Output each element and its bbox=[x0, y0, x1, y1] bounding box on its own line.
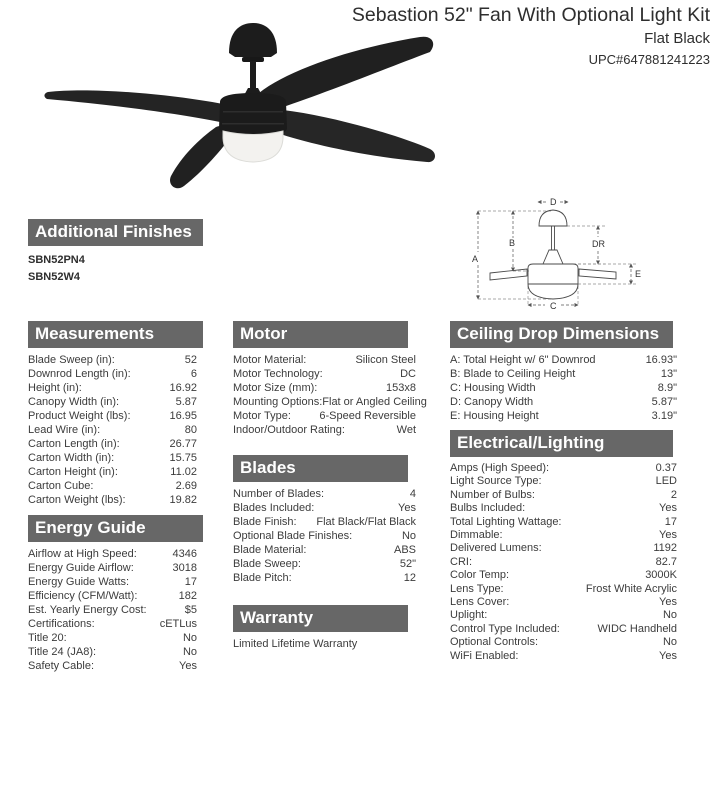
spec-value: Flat Black/Flat Black bbox=[316, 516, 416, 528]
spec-row bbox=[450, 569, 680, 582]
spec-value: 1192 bbox=[653, 542, 677, 555]
spec-label: Safety Cable: bbox=[28, 660, 95, 672]
spec-value: 80 bbox=[184, 424, 197, 436]
section-electrical-lighting bbox=[450, 430, 680, 663]
spec-label: Motor Technology: bbox=[233, 368, 323, 380]
section-energy-guide bbox=[28, 515, 200, 673]
spec-value: DC bbox=[400, 368, 416, 380]
spec-value: cETLus bbox=[159, 618, 197, 630]
spec-label: Bulbs Included: bbox=[450, 502, 526, 515]
section-additional-finishes bbox=[28, 219, 200, 286]
spec-row bbox=[28, 645, 200, 659]
spec-value: Yes bbox=[398, 502, 416, 514]
spec-value: No bbox=[182, 632, 197, 644]
spec-value: 153x8 bbox=[386, 382, 416, 394]
spec-label: Delivered Lumens: bbox=[450, 542, 542, 555]
spec-label: Blade Sweep (in): bbox=[28, 354, 115, 366]
blades-table bbox=[233, 487, 419, 585]
finish-item: SBN52W4 bbox=[28, 271, 80, 283]
spec-label: Lens Type: bbox=[450, 582, 504, 595]
fan-blade-left bbox=[44, 90, 225, 123]
spec-value: Wet bbox=[396, 424, 416, 436]
spec-row bbox=[450, 353, 680, 367]
spec-label: C: Housing Width bbox=[450, 382, 536, 394]
spec-label: Motor Type: bbox=[233, 410, 291, 422]
spec-label: Control Type Included: bbox=[450, 622, 560, 635]
spec-label: Carton Width (in): bbox=[28, 452, 115, 464]
spec-value: WIDC Handheld bbox=[597, 622, 677, 635]
spec-row bbox=[233, 423, 419, 437]
spec-row bbox=[28, 423, 200, 437]
spec-value: 6 bbox=[190, 368, 197, 380]
ceiling-drop-table bbox=[450, 353, 680, 423]
spec-value: No bbox=[662, 609, 677, 622]
spec-row bbox=[28, 603, 200, 617]
spec-value: 16.95 bbox=[169, 410, 197, 422]
spec-row bbox=[450, 583, 680, 596]
spec-row bbox=[28, 353, 200, 367]
spec-value: 82.7 bbox=[655, 555, 677, 568]
spec-row bbox=[28, 465, 200, 479]
spec-row bbox=[28, 381, 200, 395]
spec-value: 13" bbox=[660, 368, 677, 380]
spec-value: Flat or Angled Ceiling bbox=[322, 396, 427, 408]
spec-value: 3018 bbox=[172, 562, 197, 574]
spec-row bbox=[233, 515, 419, 529]
spec-value: 3000K bbox=[645, 569, 677, 582]
section-warranty bbox=[233, 605, 419, 650]
spec-row bbox=[28, 437, 200, 451]
spec-row bbox=[28, 409, 200, 423]
spec-row bbox=[450, 395, 680, 409]
spec-row bbox=[233, 367, 419, 381]
spec-row bbox=[28, 493, 200, 507]
spec-label: Est. Yearly Energy Cost: bbox=[28, 604, 147, 616]
section-header-motor: Motor bbox=[233, 321, 408, 348]
spec-label: Number of Bulbs: bbox=[450, 488, 535, 501]
spec-value: 26.77 bbox=[169, 438, 197, 450]
finish-item-list bbox=[28, 252, 200, 286]
spec-label: Blade Finish: bbox=[233, 516, 297, 528]
spec-value: No bbox=[401, 530, 416, 542]
fan-canopy bbox=[229, 23, 277, 57]
spec-row bbox=[450, 489, 680, 502]
spec-value: 19.82 bbox=[169, 494, 197, 506]
spec-label: E: Housing Height bbox=[450, 410, 539, 422]
diagram-label-e: E bbox=[635, 269, 642, 279]
spec-value: 11.02 bbox=[170, 466, 197, 478]
spec-label: Total Lighting Wattage: bbox=[450, 515, 562, 528]
spec-value: Yes bbox=[659, 502, 677, 515]
spec-label: Efficiency (CFM/Watt): bbox=[28, 590, 138, 602]
spec-row bbox=[28, 617, 200, 631]
diagram-label-b: B bbox=[509, 238, 516, 248]
diagram-label-a: A bbox=[472, 254, 479, 264]
spec-label: Amps (High Speed): bbox=[450, 462, 550, 474]
spec-row bbox=[233, 529, 419, 543]
spec-row bbox=[233, 487, 419, 501]
section-header-warranty: Warranty bbox=[233, 605, 408, 632]
spec-label: Indoor/Outdoor Rating: bbox=[233, 424, 345, 436]
spec-label: Optional Controls: bbox=[450, 636, 539, 649]
spec-row bbox=[233, 353, 419, 367]
spec-label: Title 24 (JA8): bbox=[28, 646, 97, 658]
spec-row bbox=[450, 381, 680, 395]
spec-label: WiFi Enabled: bbox=[450, 649, 519, 662]
spec-label: Number of Blades: bbox=[233, 488, 325, 500]
spec-label: Optional Blade Finishes: bbox=[233, 530, 353, 542]
spec-label: Blade Sweep: bbox=[233, 558, 301, 570]
spec-value: 5.87 bbox=[175, 396, 197, 408]
product-upc: UPC#647881241223 bbox=[588, 52, 710, 67]
spec-value: 4346 bbox=[172, 548, 197, 560]
spec-label: Carton Weight (lbs): bbox=[28, 494, 126, 506]
spec-row bbox=[28, 561, 200, 575]
spec-value: 16.93" bbox=[645, 354, 677, 366]
spec-value: 2 bbox=[670, 488, 677, 501]
spec-label: Title 20: bbox=[28, 632, 67, 644]
spec-row bbox=[28, 575, 200, 589]
section-motor bbox=[233, 321, 427, 437]
spec-value: No bbox=[662, 636, 677, 649]
spec-label: CRI: bbox=[450, 555, 472, 568]
spec-label: Motor Material: bbox=[233, 354, 307, 366]
diagram-label-dr: DR bbox=[592, 239, 605, 249]
section-header-additional-finishes: Additional Finishes bbox=[28, 219, 203, 246]
spec-row bbox=[450, 475, 680, 488]
spec-value: Yes bbox=[179, 660, 197, 672]
spec-label: Mounting Options: bbox=[233, 396, 323, 408]
motor-table bbox=[233, 353, 427, 437]
spec-value: 16.92 bbox=[169, 382, 197, 394]
spec-row bbox=[28, 589, 200, 603]
spec-value: 182 bbox=[178, 590, 197, 602]
spec-value: 8.9" bbox=[657, 382, 677, 394]
spec-row bbox=[450, 462, 680, 475]
spec-row bbox=[233, 557, 419, 571]
spec-value: No bbox=[182, 646, 197, 658]
spec-label: D: Canopy Width bbox=[450, 396, 534, 408]
spec-label: Lead Wire (in): bbox=[28, 424, 101, 436]
spec-row bbox=[28, 395, 200, 409]
spec-row bbox=[450, 596, 680, 609]
spec-value: $5 bbox=[184, 604, 197, 616]
spec-row bbox=[450, 516, 680, 529]
electrical-table bbox=[450, 462, 680, 663]
fan-product-photo bbox=[20, 8, 440, 200]
spec-label: Color Temp: bbox=[450, 569, 510, 582]
spec-value: 12 bbox=[403, 572, 416, 584]
section-header-electrical-lighting: Electrical/Lighting bbox=[450, 430, 673, 457]
spec-row bbox=[450, 609, 680, 622]
spec-value: Frost White Acrylic bbox=[585, 582, 677, 595]
diagram-label-c: C bbox=[550, 301, 557, 311]
spec-value: 17 bbox=[184, 576, 197, 588]
spec-row bbox=[450, 636, 680, 649]
spec-value: Silicon Steel bbox=[355, 354, 416, 366]
spec-row bbox=[28, 547, 200, 561]
spec-value: 4 bbox=[409, 488, 416, 500]
spec-row bbox=[450, 556, 680, 569]
section-header-measurements: Measurements bbox=[28, 321, 203, 348]
spec-row bbox=[450, 367, 680, 381]
fan-light-lens bbox=[223, 131, 283, 162]
spec-label: Canopy Width (in): bbox=[28, 396, 120, 408]
spec-label: Light Source Type: bbox=[450, 475, 542, 488]
spec-value: 5.87" bbox=[651, 396, 677, 408]
spec-value: LED bbox=[655, 475, 677, 488]
spec-row bbox=[450, 650, 680, 663]
spec-value: Yes bbox=[659, 596, 677, 609]
spec-label: Carton Cube: bbox=[28, 480, 94, 492]
spec-value: 52 bbox=[184, 354, 197, 366]
spec-label: Certifications: bbox=[28, 618, 95, 630]
spec-row bbox=[450, 623, 680, 636]
spec-label: Lens Cover: bbox=[450, 596, 510, 609]
spec-row bbox=[28, 367, 200, 381]
diagram-label-d: D bbox=[550, 197, 557, 207]
product-finish: Flat Black bbox=[644, 30, 710, 47]
spec-value: 6-Speed Reversible bbox=[319, 410, 416, 422]
fan-motor-housing bbox=[219, 93, 287, 137]
spec-row bbox=[28, 659, 200, 673]
spec-label: Energy Guide Watts: bbox=[28, 576, 130, 588]
spec-row bbox=[28, 479, 200, 493]
spec-row bbox=[450, 409, 680, 423]
spec-label: Carton Length (in): bbox=[28, 438, 120, 450]
spec-row bbox=[233, 409, 419, 423]
section-ceiling-drop bbox=[450, 321, 680, 423]
spec-label: Carton Height (in): bbox=[28, 466, 118, 478]
spec-value: 2.69 bbox=[175, 480, 197, 492]
spec-row bbox=[28, 631, 200, 645]
section-blades bbox=[233, 455, 419, 585]
spec-label: Downrod Length (in): bbox=[28, 368, 131, 380]
product-title: Sebastion 52" Fan With Optional Light Kit bbox=[351, 4, 710, 26]
spec-value: 15.75 bbox=[169, 452, 197, 464]
spec-label: Blade Material: bbox=[233, 544, 307, 556]
spec-value: Yes bbox=[659, 529, 677, 542]
spec-value: Yes bbox=[659, 649, 677, 662]
spec-row bbox=[233, 501, 419, 515]
spec-row bbox=[450, 502, 680, 515]
spec-row bbox=[233, 543, 419, 557]
ceiling-drop-diagram bbox=[455, 188, 655, 316]
spec-row bbox=[233, 395, 427, 409]
spec-value: 52" bbox=[399, 558, 416, 570]
section-measurements bbox=[28, 321, 200, 507]
spec-value: 0.37 bbox=[655, 462, 677, 474]
measurements-table bbox=[28, 353, 200, 507]
spec-row bbox=[233, 571, 419, 585]
spec-label: Energy Guide Airflow: bbox=[28, 562, 134, 574]
section-header-blades: Blades bbox=[233, 455, 408, 482]
finish-item: SBN52PN4 bbox=[28, 254, 85, 266]
spec-label: Dimmable: bbox=[450, 529, 503, 542]
fan-blade-lower-right bbox=[274, 110, 435, 162]
spec-value: 17 bbox=[664, 515, 677, 528]
spec-label: B: Blade to Ceiling Height bbox=[450, 368, 576, 380]
spec-value: 3.19" bbox=[651, 410, 677, 422]
section-header-ceiling-drop: Ceiling Drop Dimensions bbox=[450, 321, 673, 348]
spec-row bbox=[28, 451, 200, 465]
spec-label: Blade Pitch: bbox=[233, 572, 292, 584]
spec-label: Blades Included: bbox=[233, 502, 315, 514]
spec-row bbox=[450, 542, 680, 555]
warranty-text: Limited Lifetime Warranty bbox=[233, 638, 358, 650]
spec-label: Product Weight (lbs): bbox=[28, 410, 131, 422]
spec-label: Airflow at High Speed: bbox=[28, 548, 137, 560]
section-header-energy-guide: Energy Guide bbox=[28, 515, 203, 542]
fan-downrod bbox=[250, 61, 256, 91]
spec-label: Uplight: bbox=[450, 609, 488, 622]
energy-guide-table bbox=[28, 547, 200, 673]
spec-label: A: Total Height w/ 6" Downrod bbox=[450, 354, 596, 366]
spec-value: ABS bbox=[393, 544, 416, 556]
spec-row bbox=[233, 381, 419, 395]
spec-label: Motor Size (mm): bbox=[233, 382, 318, 394]
spec-row bbox=[450, 529, 680, 542]
spec-label: Height (in): bbox=[28, 382, 82, 394]
